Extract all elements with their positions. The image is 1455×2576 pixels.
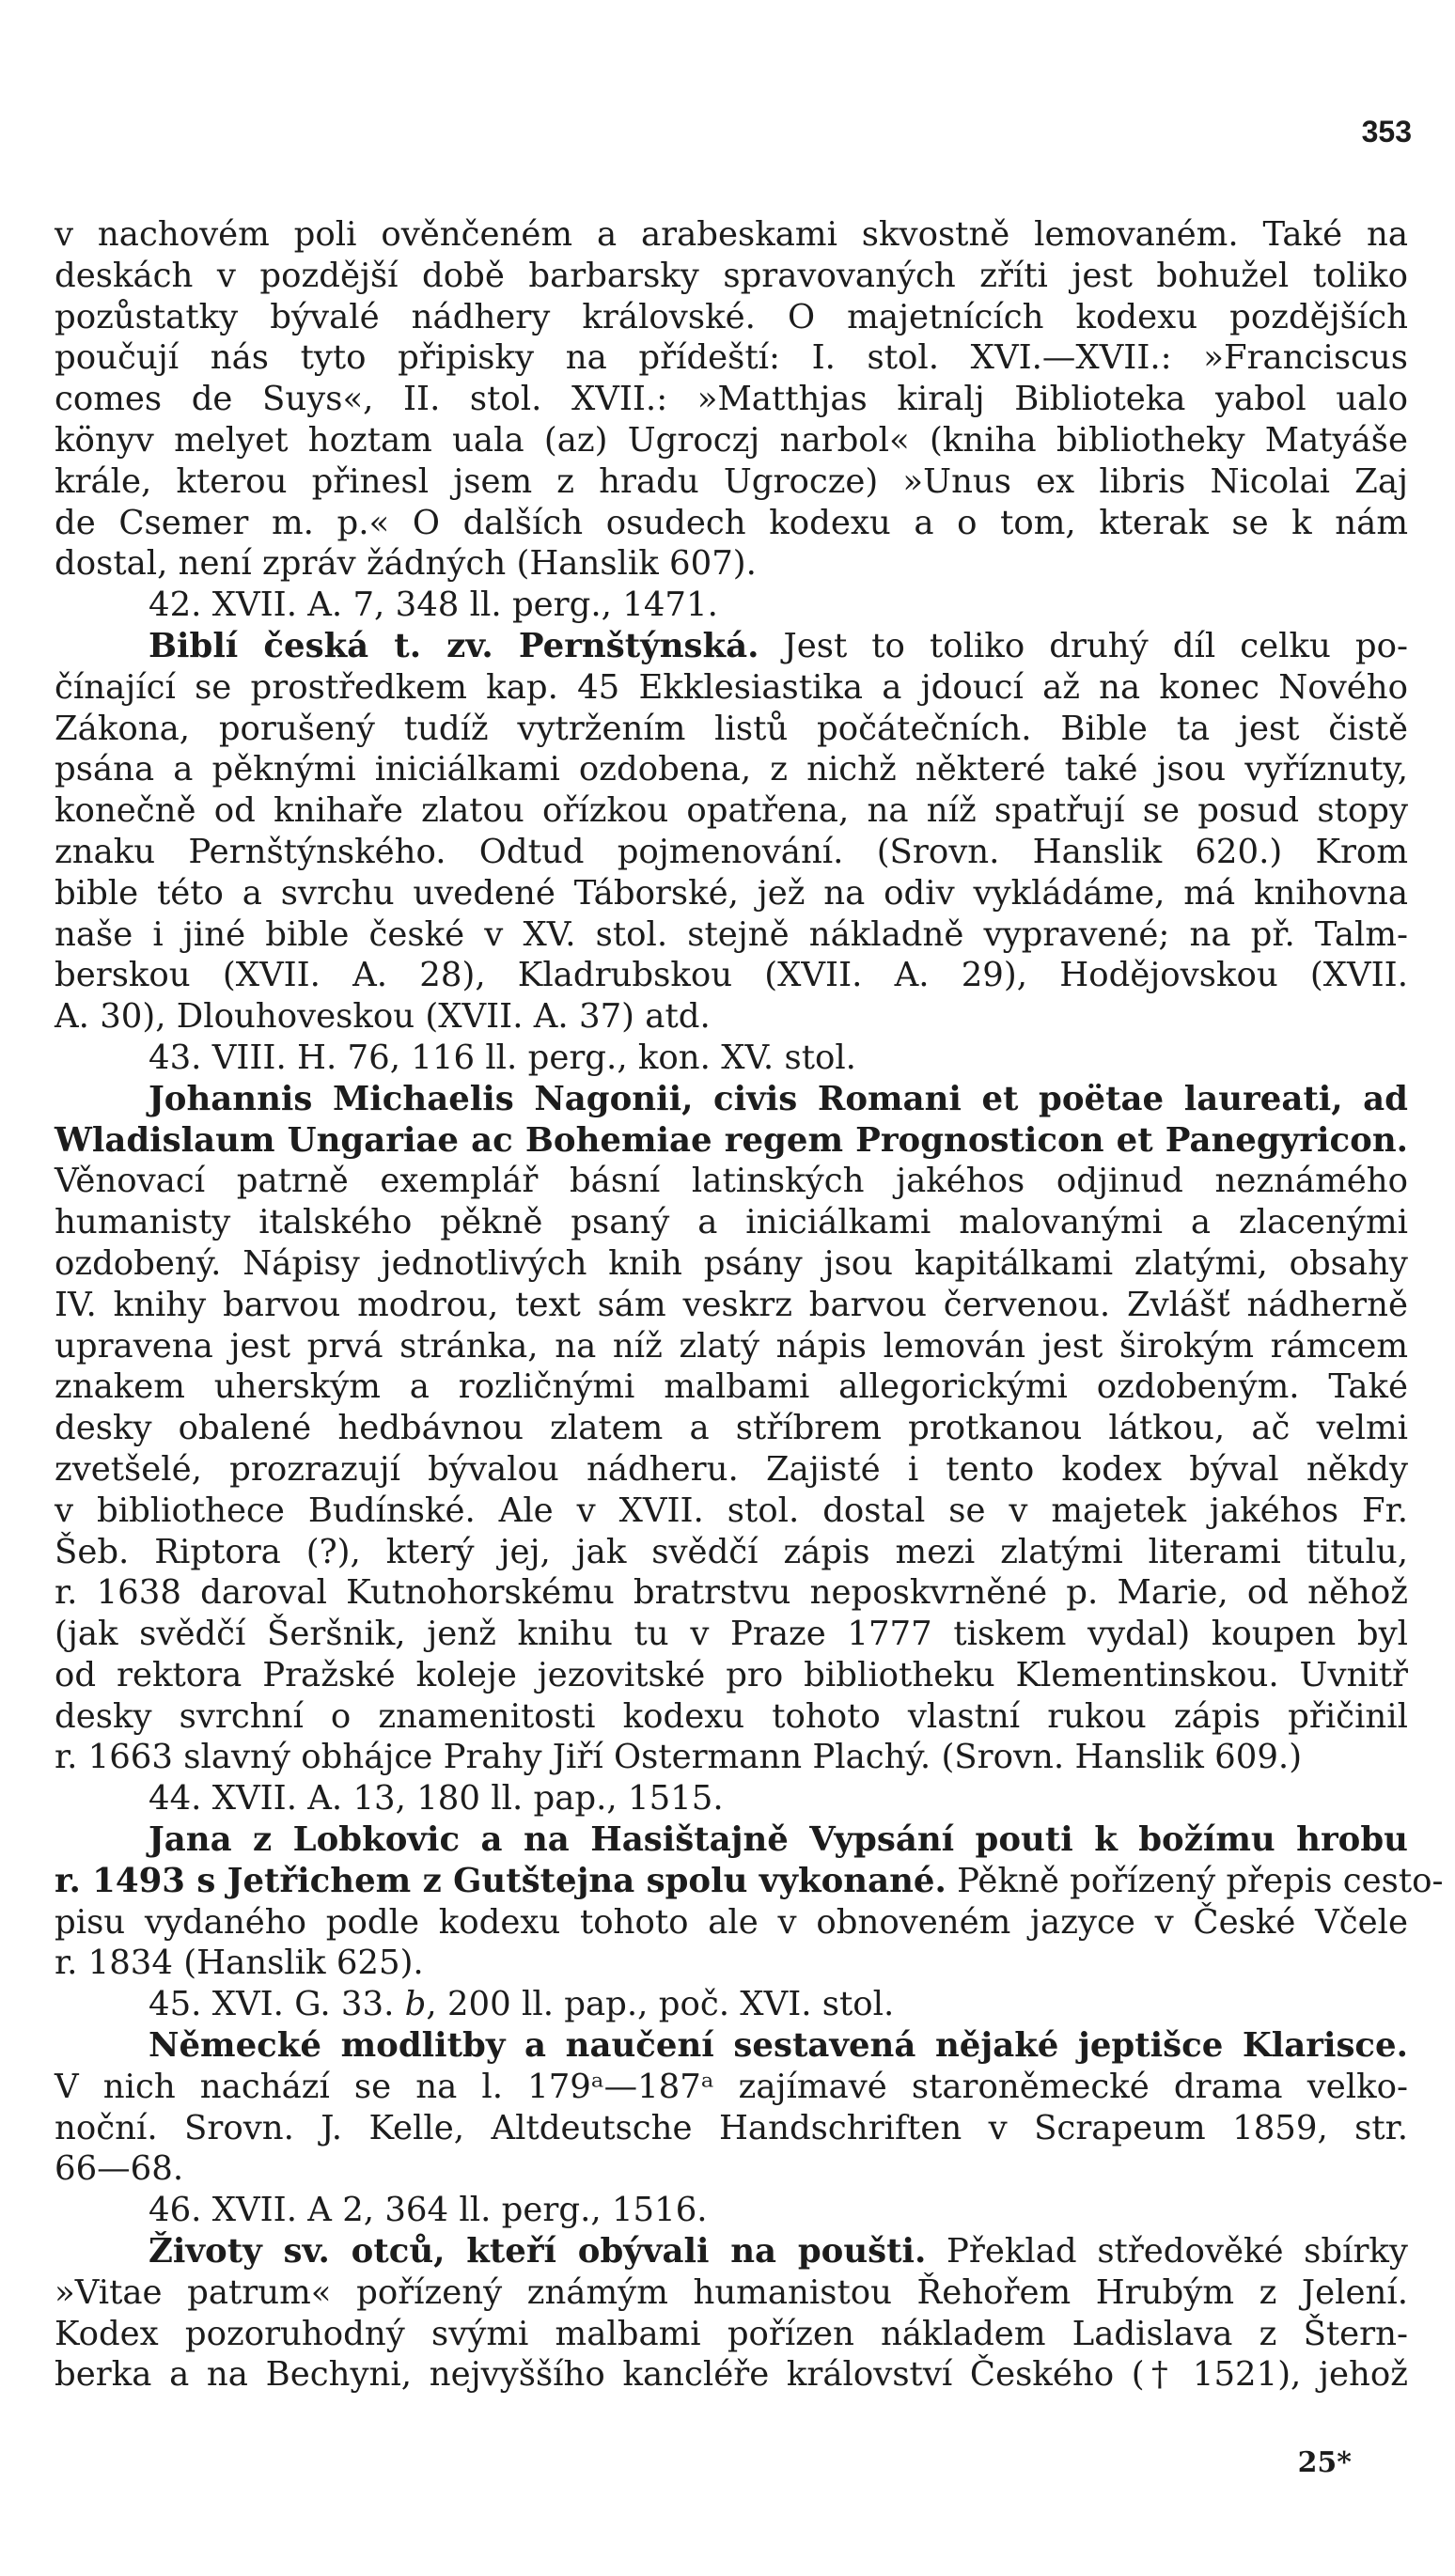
entry-45-header xyxy=(55,1984,1408,2025)
text-line: v nachovém poli ověnčeném a arabeskami skvostně lemovaném. Také na xyxy=(55,215,1408,254)
text-line: »Vitae patrum« pořízený známým humanistou Řehořem Hrubým z Jelení. xyxy=(55,2272,1408,2312)
entry-44-title-end: r. 1493 s Jetřichem z Gutštejna spolu vykonané. xyxy=(55,1861,947,1900)
text-line: znakem uherským a rozličnými malbami allegorickými ozdobeným. Také xyxy=(55,1367,1408,1407)
text-line: ozdobený. Nápisy jednotlivých knih psány jsou kapitálkami zlatými, obsahy xyxy=(55,1243,1408,1283)
text-line: čínající se prostředkem kap. 45 Ekklesiastika a jdoucí až na konec Nového xyxy=(55,667,1408,707)
entry-42-title: Biblí česká t. zv. Pernštýnská. xyxy=(149,626,759,665)
text-line: Překlad středověké sbírky xyxy=(926,2232,1408,2272)
entry-44-title-line: Jana z Lobkovic a na Hasištajně Vypsání pouti k božímu hrobu xyxy=(149,1820,1408,1860)
text-line: berskou (XVII. A. 28), Kladrubskou (XVII. A. 29), Hodějovskou (XVII. xyxy=(55,956,1408,995)
page-text xyxy=(55,214,1444,2396)
text-line: konečně od knihaře zlatou ořízkou opatřena, na níž spatřují se posud stopy xyxy=(55,791,1408,831)
entry-46-first-line xyxy=(55,2231,1408,2272)
text-line: znaku Pernštýnského. Odtud pojmenování. (Srovn. Hanslik 620.) Krom xyxy=(55,832,1408,871)
text-line: comes de Suys«, II. stol. XVII.: »Matthjas kiralj Biblioteka yabol ualo xyxy=(55,380,1408,419)
text-line: Šeb. Riptora (?), který jej, jak svědčí zápis mezi zlatými literami titulu, xyxy=(55,1532,1408,1571)
text-line: berka a na Bechyni, nejvyššího kancléře království Českého († 1521), jehož xyxy=(55,2355,1408,2395)
text-line: pozůstatky bývalé nádhery královské. O majetnících kodexu pozdějších xyxy=(55,297,1408,336)
text-line: psána a pěknými iniciálkami ozdobena, z nichž některé také jsou vyříznuty, xyxy=(55,750,1408,789)
text-line: de Csemer m. p.« O dalších osudech kodexu a o tom, kterak se k nám xyxy=(55,503,1408,542)
text-line: upravena jest prvá stránka, na níž zlatý nápis lemován jest širokým rámcem xyxy=(55,1326,1408,1366)
entry-46-header: 46. XVII. A 2, 364 ll. perg., 1516. xyxy=(149,2191,708,2230)
entry-44-header: 44. XVII. A. 13, 180 ll. pap., 1515. xyxy=(149,1779,724,1819)
entry-45-header-text: 45. XVI. G. 33. xyxy=(149,1985,405,2024)
entry-43-title-line: Johannis Michaelis Nagonii, civis Romani et poëtae laureati, ad xyxy=(149,1079,1408,1118)
text-line: Jest to toliko druhý díl celku po- xyxy=(759,626,1408,665)
text-line: bible této a svrchu uvedené Táborské, jež na odiv vykládáme, má knihovna xyxy=(55,873,1408,913)
entry-45-title: Německé modlitby a naučení sestavená nějaké jeptišce Klarisce. xyxy=(149,2026,1408,2066)
text-line: pisu vydaného podle kodexu tohoto ale v obnoveném jazyce v České Včele xyxy=(55,1902,1408,1942)
text-line: v bibliothece Budínské. Ale v XVII. stol. dostal se v majetek jakéhos Fr. xyxy=(55,1491,1408,1530)
text-line: desky obalené hedbávnou zlatem a stříbrem protkanou látkou, ač velmi xyxy=(55,1409,1408,1448)
text-line: Zákona, porušený tudíž vytržením listů počátečních. Bible ta jest čistě xyxy=(55,709,1408,748)
text-line: dostal, není zpráv žádných (Hanslik 607). xyxy=(55,544,757,584)
text-line: r. 1834 (Hanslik 625). xyxy=(55,1944,424,1983)
page-number: 353 xyxy=(1361,115,1412,148)
text-line: noční. Srovn. J. Kelle, Altdeutsche Handschriften v Scrapeum 1859, str. xyxy=(55,2108,1408,2147)
text-line: 66—68. xyxy=(55,2149,184,2189)
text-line: Pěkně pořízený přepis cesto- xyxy=(946,1861,1444,1900)
entry-45-header-text: , 200 ll. pap., poč. XVI. stol. xyxy=(426,1985,895,2024)
text-line: Věnovací patrně exemplář básní latinských jakéhos odjinud neznámého xyxy=(55,1162,1408,1201)
text-line: deskách v pozdější době barbarsky spravovaných zříti jest bohužel toliko xyxy=(55,256,1408,295)
entry-43-title-line: Wladislaum Ungariae ac Bohemiae regem Prognosticon et Panegyricon. xyxy=(55,1120,1408,1160)
text-line: r. 1638 daroval Kutnohorskému bratrstvu neposkvrněné p. Marie, od něhož xyxy=(55,1573,1408,1613)
entry-44-second-line xyxy=(55,1861,1444,1902)
entry-43-header: 43. VIII. H. 76, 116 ll. perg., kon. XV. stol. xyxy=(149,1038,856,1077)
text-line: zvetšelé, prozrazují bývalou nádheru. Zajisté i tento kodex býval někdy xyxy=(55,1449,1408,1489)
text-line: könyv melyet hoztam uala (az) Ugroczj narbol« (kniha bibliotheky Matyáše xyxy=(55,420,1408,460)
text-line: (jak svědčí Šeršnik, jenž knihu tu v Praze 1777 tiskem vydal) koupen byl xyxy=(55,1615,1408,1654)
text-line: r. 1663 slavný obhájce Prahy Jiří Ostermann Plachý. (Srovn. Hanslik 609.) xyxy=(55,1738,1303,1777)
entry-42-first-line xyxy=(55,626,1408,667)
text-line: desky svrchní o znamenitosti kodexu tohoto vlastní rukou zápis přičinil xyxy=(55,1696,1408,1736)
entry-45-header-italic: b xyxy=(404,1985,427,2024)
entry-42-header: 42. XVII. A. 7, 348 ll. perg., 1471. xyxy=(149,585,718,625)
text-line: IV. knihy barvou modrou, text sám veskrz barvou červenou. Zvlášť nádherně xyxy=(55,1285,1408,1324)
text-line: poučují nás tyto připisky na přídeští: I. stol. XVI.—XVII.: »Franciscus xyxy=(55,338,1408,378)
text-line: Kodex pozoruhodný svými malbami pořízen nákladem Ladislava z Štern- xyxy=(55,2314,1408,2353)
text-line: naše i jiné bible české v XV. stol. stejně nákladně vypravené; na př. Talm- xyxy=(55,914,1408,954)
text-line: V nich nachází se na l. 179ᵃ—187ᵃ zajímavé staroněmecké drama velko- xyxy=(55,2067,1408,2106)
text-line: od rektora Pražské koleje jezovitské pro bibliotheku Klementinskou. Uvnitř xyxy=(55,1655,1408,1694)
signature-mark: 25* xyxy=(1297,2446,1352,2479)
text-line: A. 30), Dlouhoveskou (XVII. A. 37) atd. xyxy=(55,997,711,1037)
text-line: krále, kterou přinesl jsem z hradu Ugrocze) »Unus ex libris Nicolai Zaj xyxy=(55,461,1408,501)
entry-46-title: Životy sv. otců, kteří obývali na poušti. xyxy=(149,2232,927,2272)
text-line: humanisty italského pěkně psaný a iniciálkami malovanými a zlacenými xyxy=(55,1203,1408,1242)
